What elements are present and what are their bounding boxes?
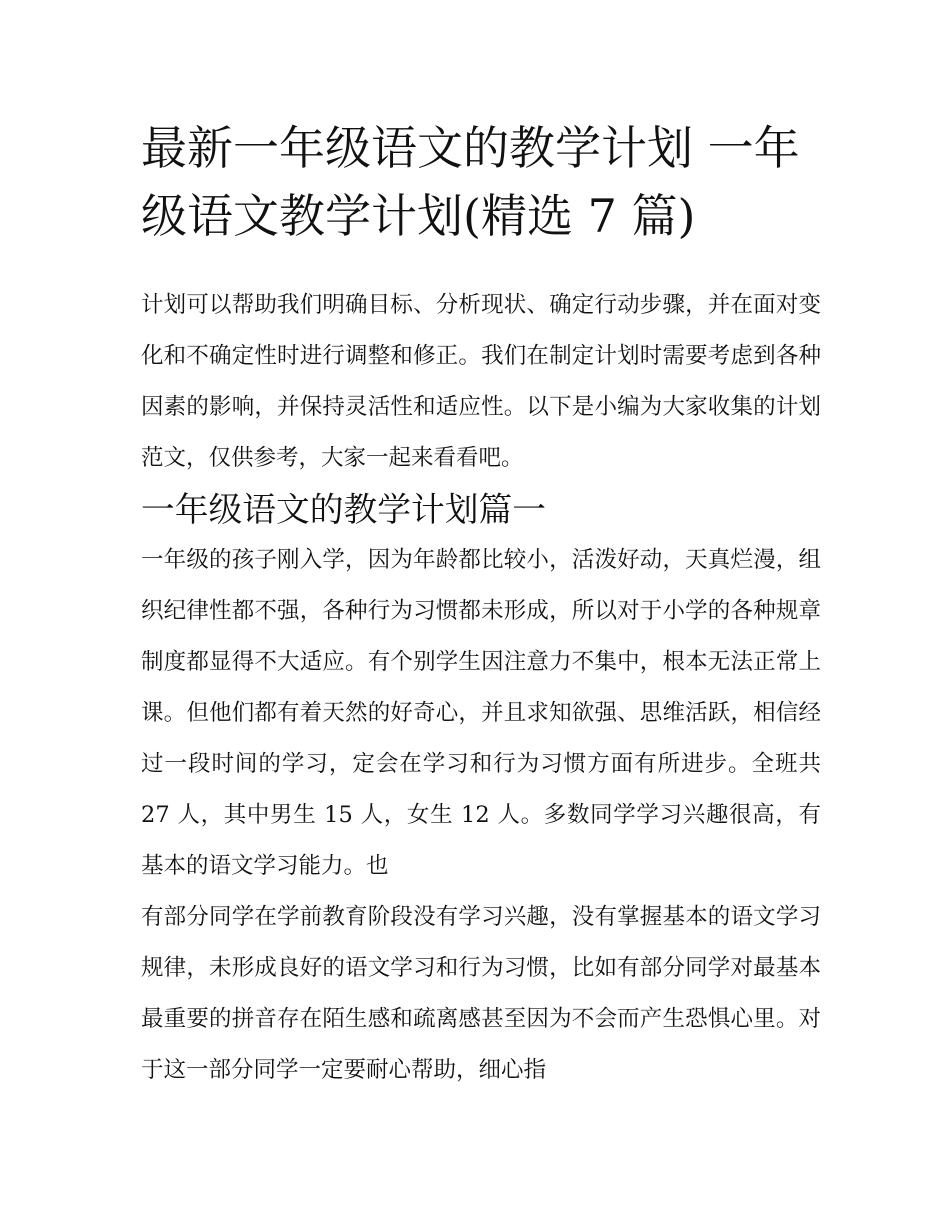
document-body [141, 280, 821, 1096]
document-title: 最新一年级语文的教学计划 一年级语文教学计划(精选 7 篇) [141, 121, 800, 243]
section-paragraph: 有部分同学在学前教育阶段没有学习兴趣，没有掌握基本的语文学习规律，未形成良好的语文学习和行为习惯，比如有部分同学对最基本最重要的拼音存在陌生感和疏离感甚至因为不会而产生恐惧心里。对于这一部分同学一定要耐心帮助，细心指 [141, 904, 821, 1083]
section-heading: 一年级语文的教学计划篇一 [141, 490, 547, 529]
intro-paragraph: 计划可以帮助我们明确目标、分析现状、确定行动步骤，并在面对变化和不确定性时进行调整和修正。我们在制定计划时需要考虑到各种因素的影响，并保持灵活性和适应性。以下是小编为大家收集的计划范文，仅供参考，大家一起来看看吧。 [141, 292, 821, 471]
section-paragraph: 一年级的孩子刚入学，因为年龄都比较小，活泼好动，天真烂漫，组织纪律性都不强，各种行为习惯都未形成，所以对于小学的各种规章制度都显得不大适应。有个别学生因注意力不集中，根本无法正常上课。但他们都有着天然的好奇心，并且求知欲强、思维活跃，相信经过一段时间的学习，定会在学习和行为习惯方面有所进步。全班共 27 人，其中男生 15 人，女生 12 人。多数同学学习兴趣很高，有基本的语文学习能力。也 [141, 547, 821, 879]
